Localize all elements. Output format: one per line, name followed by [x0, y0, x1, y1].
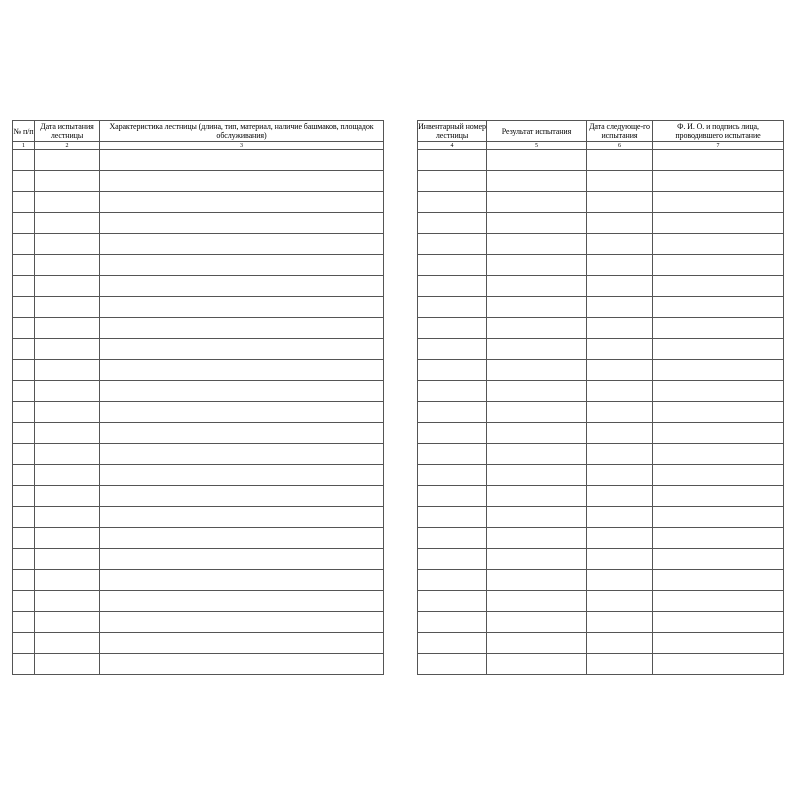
- entry-cell[interactable]: [35, 549, 100, 570]
- entry-cell[interactable]: [653, 381, 784, 402]
- entry-cell[interactable]: [587, 381, 653, 402]
- entry-cell[interactable]: [653, 486, 784, 507]
- entry-cell[interactable]: [418, 234, 487, 255]
- table-row: [418, 612, 784, 633]
- table-row: [418, 549, 784, 570]
- entry-cell[interactable]: [487, 318, 587, 339]
- entry-cell[interactable]: [100, 213, 384, 234]
- entry-cell[interactable]: [13, 633, 35, 654]
- left-log-table: [12, 120, 384, 675]
- header-row-number: № п/п: [13, 121, 35, 142]
- column-number: 7: [653, 142, 784, 150]
- header-inventory-number: Инвентарный номер лестницы: [418, 122, 486, 140]
- entry-cell[interactable]: [35, 507, 100, 528]
- left-table-body: [13, 150, 384, 675]
- entry-cell[interactable]: [35, 591, 100, 612]
- table-row: [418, 654, 784, 675]
- entry-cell[interactable]: [100, 528, 384, 549]
- entry-cell[interactable]: [653, 297, 784, 318]
- entry-cell[interactable]: [653, 318, 784, 339]
- entry-cell[interactable]: [418, 528, 487, 549]
- entry-cell[interactable]: [418, 633, 487, 654]
- entry-cell[interactable]: [35, 213, 100, 234]
- entry-cell[interactable]: [13, 381, 35, 402]
- table-row: [13, 549, 384, 570]
- entry-cell[interactable]: [13, 150, 35, 171]
- entry-cell[interactable]: [100, 381, 384, 402]
- table-row: [13, 423, 384, 444]
- table-row: [418, 507, 784, 528]
- entry-cell[interactable]: [487, 213, 587, 234]
- entry-cell[interactable]: [13, 423, 35, 444]
- table-row: [418, 213, 784, 234]
- entry-cell[interactable]: [653, 339, 784, 360]
- table-row: [418, 381, 784, 402]
- entry-cell[interactable]: [418, 423, 487, 444]
- entry-cell[interactable]: [13, 507, 35, 528]
- left-log-page: [12, 120, 384, 675]
- entry-cell[interactable]: [587, 297, 653, 318]
- table-row: [13, 150, 384, 171]
- entry-cell[interactable]: [13, 276, 35, 297]
- entry-cell[interactable]: [418, 318, 487, 339]
- entry-cell[interactable]: [100, 192, 384, 213]
- table-row: [13, 507, 384, 528]
- table-row: [418, 570, 784, 591]
- entry-cell[interactable]: [487, 528, 587, 549]
- entry-cell[interactable]: [653, 150, 784, 171]
- entry-cell[interactable]: [653, 171, 784, 192]
- entry-cell[interactable]: [100, 255, 384, 276]
- entry-cell[interactable]: [13, 234, 35, 255]
- entry-cell[interactable]: [587, 171, 653, 192]
- table-row: [13, 339, 384, 360]
- entry-cell[interactable]: [653, 423, 784, 444]
- entry-cell[interactable]: [418, 444, 487, 465]
- entry-cell[interactable]: [35, 654, 100, 675]
- entry-cell[interactable]: [653, 234, 784, 255]
- entry-cell[interactable]: [35, 423, 100, 444]
- entry-cell[interactable]: [100, 171, 384, 192]
- entry-cell[interactable]: [653, 570, 784, 591]
- entry-cell[interactable]: [35, 444, 100, 465]
- entry-cell[interactable]: [13, 612, 35, 633]
- entry-cell[interactable]: [13, 444, 35, 465]
- table-row: [418, 528, 784, 549]
- entry-cell[interactable]: [587, 528, 653, 549]
- entry-cell[interactable]: [418, 276, 487, 297]
- entry-cell[interactable]: [587, 570, 653, 591]
- entry-cell[interactable]: [100, 150, 384, 171]
- entry-cell[interactable]: [13, 318, 35, 339]
- table-row: [13, 402, 384, 423]
- entry-cell[interactable]: [13, 528, 35, 549]
- entry-cell[interactable]: [13, 465, 35, 486]
- entry-cell[interactable]: [100, 633, 384, 654]
- entry-cell[interactable]: [100, 507, 384, 528]
- table-row: [13, 213, 384, 234]
- entry-cell[interactable]: [587, 339, 653, 360]
- column-number: 6: [587, 142, 653, 150]
- entry-cell[interactable]: [100, 276, 384, 297]
- header-next-test-date: Дата следующе-го испытания: [587, 121, 653, 142]
- entry-cell[interactable]: [13, 339, 35, 360]
- entry-cell[interactable]: [418, 549, 487, 570]
- entry-cell[interactable]: [487, 549, 587, 570]
- entry-cell[interactable]: [100, 549, 384, 570]
- table-row: [13, 612, 384, 633]
- entry-cell[interactable]: [418, 297, 487, 318]
- table-row: [418, 150, 784, 171]
- entry-cell[interactable]: [653, 255, 784, 276]
- entry-cell[interactable]: [653, 444, 784, 465]
- entry-cell[interactable]: [587, 255, 653, 276]
- table-row: [418, 255, 784, 276]
- table-row: [418, 486, 784, 507]
- table-row: [418, 234, 784, 255]
- entry-cell[interactable]: [587, 633, 653, 654]
- entry-cell[interactable]: [100, 570, 384, 591]
- table-row: [13, 465, 384, 486]
- entry-cell[interactable]: [418, 360, 487, 381]
- entry-cell[interactable]: [653, 549, 784, 570]
- entry-cell[interactable]: [487, 465, 587, 486]
- table-row: [13, 276, 384, 297]
- entry-cell[interactable]: [13, 486, 35, 507]
- entry-cell[interactable]: [100, 591, 384, 612]
- table-row: [13, 654, 384, 675]
- entry-cell[interactable]: [35, 150, 100, 171]
- entry-cell[interactable]: [487, 612, 587, 633]
- entry-cell[interactable]: [35, 171, 100, 192]
- entry-cell[interactable]: [418, 507, 487, 528]
- entry-cell[interactable]: [487, 444, 587, 465]
- entry-cell[interactable]: [418, 192, 487, 213]
- entry-cell[interactable]: [587, 486, 653, 507]
- entry-cell[interactable]: [587, 234, 653, 255]
- entry-cell[interactable]: [100, 444, 384, 465]
- entry-cell[interactable]: [13, 255, 35, 276]
- table-row: [13, 318, 384, 339]
- table-row: [418, 276, 784, 297]
- entry-cell[interactable]: [653, 633, 784, 654]
- entry-cell[interactable]: [418, 612, 487, 633]
- column-number-row: [418, 142, 784, 150]
- table-row: [13, 591, 384, 612]
- column-number: 2: [35, 142, 100, 150]
- entry-cell[interactable]: [587, 276, 653, 297]
- right-log-table: [417, 120, 784, 675]
- entry-cell[interactable]: [13, 360, 35, 381]
- entry-cell[interactable]: [653, 465, 784, 486]
- table-row: [418, 318, 784, 339]
- entry-cell[interactable]: [100, 423, 384, 444]
- entry-cell[interactable]: [487, 171, 587, 192]
- entry-cell[interactable]: [13, 591, 35, 612]
- entry-cell[interactable]: [587, 402, 653, 423]
- entry-cell[interactable]: [13, 171, 35, 192]
- entry-cell[interactable]: [653, 360, 784, 381]
- entry-cell[interactable]: [487, 381, 587, 402]
- table-row: [13, 171, 384, 192]
- table-row: [13, 192, 384, 213]
- entry-cell[interactable]: [587, 360, 653, 381]
- entry-cell[interactable]: [487, 507, 587, 528]
- entry-cell[interactable]: [587, 465, 653, 486]
- entry-cell[interactable]: [487, 423, 587, 444]
- table-row: [418, 171, 784, 192]
- header-test-date: Дата испытания лестницы: [35, 121, 100, 142]
- right-log-page: [417, 120, 784, 675]
- entry-cell[interactable]: [587, 507, 653, 528]
- entry-cell[interactable]: [487, 360, 587, 381]
- entry-cell[interactable]: [418, 150, 487, 171]
- entry-cell[interactable]: [35, 276, 100, 297]
- column-number: 3: [100, 142, 384, 150]
- entry-cell[interactable]: [100, 339, 384, 360]
- column-number: 4: [418, 142, 487, 150]
- table-row: [418, 360, 784, 381]
- entry-cell[interactable]: [35, 297, 100, 318]
- entry-cell[interactable]: [100, 612, 384, 633]
- entry-cell[interactable]: [587, 654, 653, 675]
- table-row: [13, 528, 384, 549]
- table-row: [418, 192, 784, 213]
- entry-cell[interactable]: [35, 360, 100, 381]
- entry-cell[interactable]: [13, 297, 35, 318]
- entry-cell[interactable]: [100, 360, 384, 381]
- entry-cell[interactable]: [100, 486, 384, 507]
- entry-cell[interactable]: [100, 465, 384, 486]
- entry-cell[interactable]: [35, 339, 100, 360]
- entry-cell[interactable]: [13, 549, 35, 570]
- table-row: [13, 255, 384, 276]
- entry-cell[interactable]: [418, 591, 487, 612]
- entry-cell[interactable]: [35, 192, 100, 213]
- entry-cell[interactable]: [587, 423, 653, 444]
- table-row: [13, 486, 384, 507]
- entry-cell[interactable]: [487, 297, 587, 318]
- entry-cell[interactable]: [100, 654, 384, 675]
- entry-cell[interactable]: [418, 255, 487, 276]
- entry-cell[interactable]: [487, 402, 587, 423]
- entry-cell[interactable]: [418, 654, 487, 675]
- entry-cell[interactable]: [487, 570, 587, 591]
- header-test-result: Результат испытания: [487, 121, 587, 142]
- entry-cell[interactable]: [587, 444, 653, 465]
- entry-cell[interactable]: [13, 654, 35, 675]
- table-row: [418, 444, 784, 465]
- header-tester-signature: Ф. И. О. и подпись лица, проводившего испытание: [653, 121, 784, 142]
- entry-cell[interactable]: [653, 591, 784, 612]
- entry-cell[interactable]: [100, 402, 384, 423]
- entry-cell[interactable]: [13, 402, 35, 423]
- entry-cell[interactable]: [653, 402, 784, 423]
- header-row: [13, 121, 384, 142]
- entry-cell[interactable]: [653, 654, 784, 675]
- entry-cell[interactable]: [587, 318, 653, 339]
- table-row: [418, 339, 784, 360]
- header-row: [418, 121, 784, 142]
- entry-cell[interactable]: [487, 591, 587, 612]
- entry-cell[interactable]: [13, 213, 35, 234]
- table-row: [13, 633, 384, 654]
- entry-cell[interactable]: [35, 570, 100, 591]
- table-row: [13, 444, 384, 465]
- entry-cell[interactable]: [653, 528, 784, 549]
- entry-cell[interactable]: [487, 486, 587, 507]
- column-number-row: [13, 142, 384, 150]
- table-row: [418, 465, 784, 486]
- table-row: [418, 423, 784, 444]
- entry-cell[interactable]: [418, 402, 487, 423]
- header-ladder-characteristics: Характеристика лестницы (длина, тип, материал, наличие башмаков, площадок обслуживания): [100, 121, 384, 142]
- entry-cell[interactable]: [418, 486, 487, 507]
- entry-cell[interactable]: [35, 318, 100, 339]
- entry-cell[interactable]: [487, 255, 587, 276]
- entry-cell[interactable]: [653, 507, 784, 528]
- table-row: [418, 633, 784, 654]
- entry-cell[interactable]: [587, 549, 653, 570]
- entry-cell[interactable]: [587, 612, 653, 633]
- entry-cell[interactable]: [100, 318, 384, 339]
- entry-cell[interactable]: [653, 213, 784, 234]
- entry-cell[interactable]: [35, 633, 100, 654]
- table-row: [418, 297, 784, 318]
- table-row: [418, 402, 784, 423]
- entry-cell[interactable]: [653, 612, 784, 633]
- entry-cell[interactable]: [487, 234, 587, 255]
- column-number: 1: [13, 142, 35, 150]
- entry-cell[interactable]: [13, 192, 35, 213]
- entry-cell[interactable]: [587, 591, 653, 612]
- right-table-body: [418, 150, 784, 675]
- entry-cell[interactable]: [587, 150, 653, 171]
- entry-cell[interactable]: [487, 192, 587, 213]
- entry-cell[interactable]: [653, 192, 784, 213]
- column-number: 5: [487, 142, 587, 150]
- entry-cell[interactable]: [418, 465, 487, 486]
- entry-cell[interactable]: [35, 255, 100, 276]
- entry-cell[interactable]: [418, 171, 487, 192]
- entry-cell[interactable]: [487, 276, 587, 297]
- entry-cell[interactable]: [487, 633, 587, 654]
- entry-cell[interactable]: [418, 570, 487, 591]
- entry-cell[interactable]: [35, 234, 100, 255]
- table-row: [13, 570, 384, 591]
- table-row: [13, 234, 384, 255]
- entry-cell[interactable]: [35, 486, 100, 507]
- table-row: [13, 360, 384, 381]
- table-row: [13, 381, 384, 402]
- entry-cell[interactable]: [35, 402, 100, 423]
- entry-cell[interactable]: [13, 570, 35, 591]
- table-row: [13, 297, 384, 318]
- entry-cell[interactable]: [35, 528, 100, 549]
- entry-cell[interactable]: [418, 339, 487, 360]
- entry-cell[interactable]: [35, 612, 100, 633]
- entry-cell[interactable]: [587, 213, 653, 234]
- entry-cell[interactable]: [100, 234, 384, 255]
- entry-cell[interactable]: [653, 276, 784, 297]
- entry-cell[interactable]: [35, 465, 100, 486]
- entry-cell[interactable]: [487, 339, 587, 360]
- entry-cell[interactable]: [418, 213, 487, 234]
- entry-cell[interactable]: [487, 150, 587, 171]
- entry-cell[interactable]: [418, 381, 487, 402]
- entry-cell[interactable]: [100, 297, 384, 318]
- entry-cell[interactable]: [587, 192, 653, 213]
- table-row: [418, 591, 784, 612]
- entry-cell[interactable]: [35, 381, 100, 402]
- entry-cell[interactable]: [487, 654, 587, 675]
